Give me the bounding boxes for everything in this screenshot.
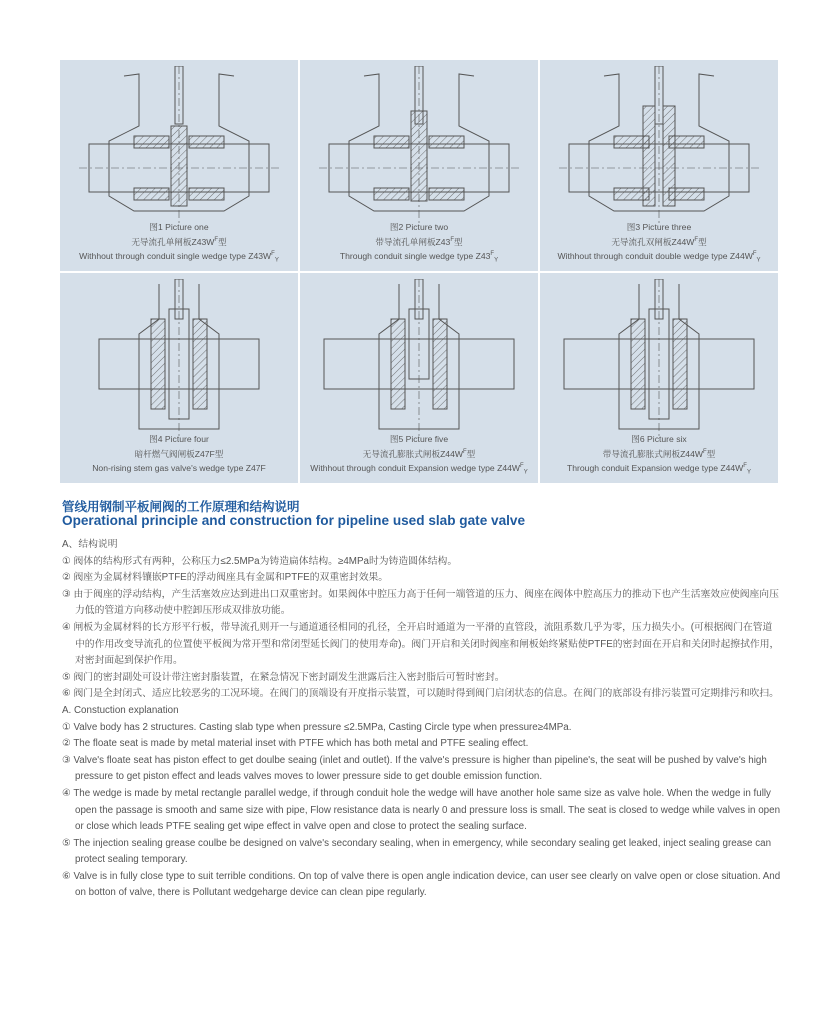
figure-sub: Y [274,257,279,264]
figure-label: 图6 Picture six [631,434,687,445]
en-item: ③ Valve's floate seat has piston effect to get doulbe seaing (inlet and outlet). If the valve's pressure is higher than pipeline's, the seat will be pushed by valve's high pressure to get piston effect and leads valves moves to lower pressure side to get double emission function. [62,754,767,783]
figure-cn-suffix: 型 [706,448,716,459]
figure-en [300,248,538,267]
figure-en-text: Non-rising stem gas valve's wedge type Z47F [92,462,266,473]
figure-en [540,248,778,267]
figure-sup: F [520,462,524,469]
figure-cn-text: 带导流孔膨胀式闸板Z44W [602,448,703,459]
figure-en-text: Withhout through conduit Expansion wedge type Z44W [310,462,521,473]
figure-sub: Y [494,257,499,264]
figure-caption [540,221,778,267]
figure-sub: Y [746,469,751,476]
figure-cell [60,273,298,483]
figure-caption [540,433,778,479]
figure-en-text: Withhout through conduit double wedge type Z44W [557,250,753,261]
figure-cell [540,273,778,483]
figure-sup: F [490,250,495,257]
valve-drawing [559,66,759,226]
figure-label: 图2 Picture two [389,222,449,233]
figure-caption [60,221,298,267]
figure-en-text: Through conduit Expansion wedge type Z44W [567,462,744,473]
figure-cn [60,234,298,248]
cn-item: ⑤ 阀门的密封副处可设计带注密封脂装置，在紧急情况下密封副发生泄露后注入密封脂后可暂时密封。 [62,671,505,683]
figure-sup: F [450,236,455,243]
section-title-cn: 管线用钢制平板闸阀的工作原理和结构说明 [62,500,300,514]
figure-sup: F [214,236,219,243]
figure-cell [60,60,298,271]
cn-item: ① 阀体的结构形式有两种，公称压力≤2.5MPa为铸造扁体结构。≥4MPa时为铸造圆体结构。 [62,555,458,567]
figure-caption [300,221,538,267]
figure-sup: F [743,462,747,469]
valve-drawing [319,66,519,226]
figure-cn [300,234,538,248]
figure-cn-text: 无导流孔膨胀式闸板Z44W [362,448,463,459]
figure-label: 图3 Picture three [626,222,692,233]
cn-item: ④ 闸板为金属材料的长方形平行板，带导流孔则开一与通道通径相同的孔径，全开启时通道为一平滑的直管段，流阻系数几乎为零，压力损失小。(可根据阀门在管道中的作用改变导流孔的位置使平板阀为常开型和常闭型延长阀门的使用寿命)。阀门开启和关闭时阀座和闸板始终紧贴使PTFE的密封面在开启和关闭时起擦拭作用，对密封面起到保护作用。 [62,621,780,667]
figure-caption [300,433,538,479]
figure-sup: F [702,448,707,455]
cn-heading: A、结构说明 [62,539,118,550]
en-item: ① Valve body has 2 structures. Casting slab type when pressure ≤2.5MPa, Casting Circle type when pressure≥4MPa. [62,721,572,733]
cn-item: ③ 由于阀座的浮动结构，产生活塞效应达到进出口双重密封。如果阀体中腔压力高于任何一端管道的压力、阀座在阀体中腔高压力的推动下也产生活塞效应使阀座向压力低的管道方向移动使中腔卸压形成双排放功能。 [62,588,779,617]
valve-drawing [319,279,519,439]
en-item: ⑥ Valve is in fully close type to suit terrible conditions. On top of valve there is open angle indication device, can user see clearly on valve open or close situation. And on botton of valve, there is Pollutant wedgeharge device can clean pipe regularly. [62,870,781,899]
figure-cn-text: 无导流孔单闸板Z43W [131,236,215,247]
valve-drawing [79,66,279,226]
figure-en-text: Withhout through conduit single wedge type Z43W [79,250,272,261]
figure-sub: Y [756,257,761,264]
figure-cn [60,446,298,460]
figure-label: 图5 Picture five [389,434,449,445]
figure-label: 图4 Picture four [149,434,209,445]
figure-cn-suffix: 型 [466,448,476,459]
figure-cell [300,60,538,271]
figure-cn-text: 无导流孔双闸板Z44W [611,236,695,247]
figure-grid [60,60,778,483]
figure-label: 图1 Picture one [149,222,209,233]
figure-en [60,460,298,479]
figure-cell [300,273,538,483]
valve-drawing [79,279,279,439]
figure-cn-text: 带导流孔单闸板Z43 [375,236,451,247]
en-heading: A. Constuction explanation [62,704,179,716]
figure-sub: Y [523,469,528,476]
explanation-body [62,537,782,902]
figure-cn-suffix: 型 [218,236,227,247]
figure-sup: F [752,250,757,257]
figure-cn-text: 暗杆燃气阀闸板Z47F型 [134,448,224,459]
figure-caption [60,433,298,479]
figure-cn-suffix: 型 [698,236,707,247]
section-title-en: Operational principle and construction for pipeline used slab gate valve [62,513,526,528]
en-item: ④ The wedge is made by metal rectangle parallel wedge, if through conduit hole the wedge will have another hole same size as valve hole. When the wedge in fully open the passage is smooth and same size with pipe, Flow resistance data is nearly 0 and pressure loss is small. The seat is closed to wedge while valves in open or close which leads PTFE sealing get wipe effect in valve open and close to protect the sealing surface. [62,787,781,833]
figure-en [300,460,538,479]
figure-sup: F [271,250,275,257]
figure-sup: F [462,448,467,455]
cn-item: ⑥ 阀门是全封闭式、适应比较恶劣的工况环境。在阀门的顶端设有开度指示装置，可以随时得到阀门启闭状态的信息。在阀门的底部设有排污装置可定期排污和吹扫。 [62,688,779,700]
figure-cn [300,446,538,460]
figure-en [60,248,298,267]
figure-cn-suffix: 型 [454,236,463,247]
en-item: ⑤ The injection sealing grease coulbe be designed on valve's secondary sealing, when in emergency, while secondary sealing get leaked, inject sealing grease can protect sealing temporary. [62,837,772,866]
figure-en [540,460,778,479]
figure-cell [540,60,778,271]
figure-cn [540,446,778,460]
figure-cn [540,234,778,248]
cn-item: ② 阀座为金属材料镶嵌PTFE的浮动阀座具有金属和PTFE的双重密封效果。 [62,572,389,584]
valve-drawing [559,279,759,439]
en-item: ② The floate seat is made by metal material inset with PTFE which has both metal and PTFE sealing effect. [62,738,529,750]
figure-sup: F [694,236,699,243]
figure-en-text: Through conduit single wedge type Z43 [339,250,491,261]
